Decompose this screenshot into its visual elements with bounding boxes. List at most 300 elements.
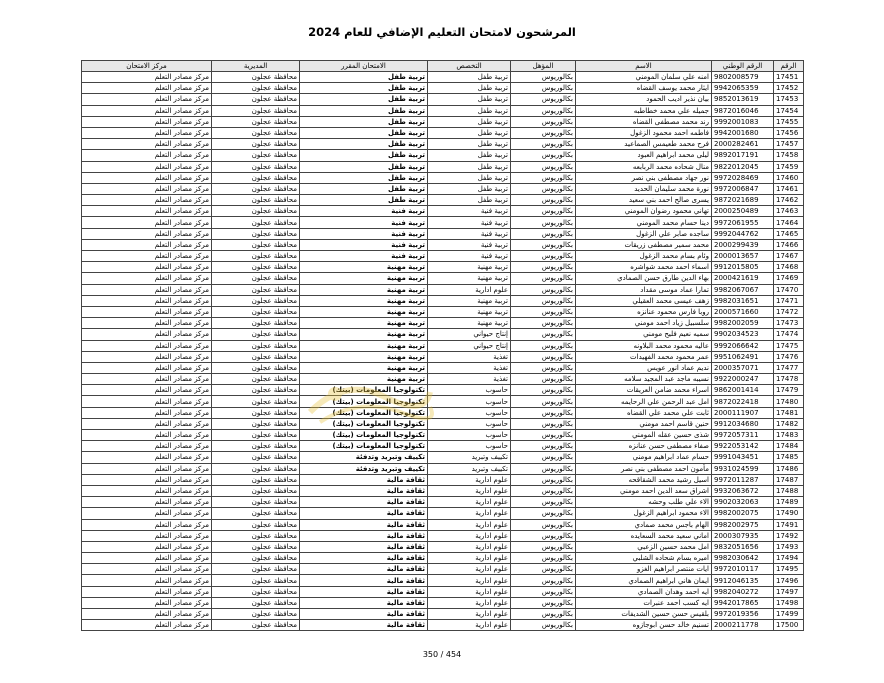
table-row xyxy=(82,609,804,620)
exam-cell: تكنولوجيا المعلومات (بيتك) xyxy=(300,441,428,452)
center-cell: مركز مصادر التعلم xyxy=(82,127,212,138)
specialization-cell: تربية فنية xyxy=(428,251,511,262)
qualification-cell: بكالوريوس xyxy=(511,497,576,508)
seq-cell: 17465 xyxy=(774,228,804,239)
directorate-cell: محافظة عجلون xyxy=(212,195,300,206)
seq-cell: 17470 xyxy=(774,284,804,295)
name-cell: ليلى محمد ابراهيم العبود xyxy=(576,150,712,161)
directorate-cell: محافظة عجلون xyxy=(212,620,300,631)
qualification-cell: بكالوريوس xyxy=(511,452,576,463)
specialization-cell: علوم ادارية xyxy=(428,597,511,608)
qualification-cell: بكالوريوس xyxy=(511,239,576,250)
national-id-cell: 9982002975 xyxy=(712,519,774,530)
table-row xyxy=(82,385,804,396)
seq-cell: 17495 xyxy=(774,564,804,575)
name-cell: الاء محمود ابراهيم الزغول xyxy=(576,508,712,519)
name-cell: ساجده صابر علي الزغول xyxy=(576,228,712,239)
seq-cell: 17498 xyxy=(774,597,804,608)
directorate-cell: محافظة عجلون xyxy=(212,519,300,530)
specialization-cell: تربية طفل xyxy=(428,172,511,183)
name-cell: شذى حسين عقله المومني xyxy=(576,430,712,441)
specialization-cell: علوم ادارية xyxy=(428,485,511,496)
name-cell: فاطمه احمد محمود الزغول xyxy=(576,127,712,138)
center-cell: مركز مصادر التعلم xyxy=(82,553,212,564)
directorate-cell: محافظة عجلون xyxy=(212,351,300,362)
national-id-cell: 9852013619 xyxy=(712,94,774,105)
name-cell: جميله علي محمد خطاطبه xyxy=(576,105,712,116)
seq-cell: 17469 xyxy=(774,273,804,284)
header-directorate: المديرية xyxy=(212,61,300,72)
table-row xyxy=(82,83,804,94)
national-id-cell: 2000571660 xyxy=(712,306,774,317)
exam-cell: تكييف وتبريد وتدفئة xyxy=(300,463,428,474)
table-row xyxy=(82,362,804,373)
seq-cell: 17485 xyxy=(774,452,804,463)
name-cell: امل محمد حسين الزعبي xyxy=(576,541,712,552)
national-id-cell: 9931024599 xyxy=(712,463,774,474)
qualification-cell: بكالوريوس xyxy=(511,474,576,485)
national-id-cell: 9942001680 xyxy=(712,127,774,138)
specialization-cell: علوم ادارية xyxy=(428,575,511,586)
center-cell: مركز مصادر التعلم xyxy=(82,206,212,217)
qualification-cell: بكالوريوس xyxy=(511,541,576,552)
qualification-cell: بكالوريوس xyxy=(511,485,576,496)
name-cell: نورة محمد سليمان الحديد xyxy=(576,183,712,194)
directorate-cell: محافظة عجلون xyxy=(212,284,300,295)
seq-cell: 17456 xyxy=(774,127,804,138)
center-cell: مركز مصادر التعلم xyxy=(82,441,212,452)
center-cell: مركز مصادر التعلم xyxy=(82,597,212,608)
name-cell: ايات منتصر ابراهيم الغزو xyxy=(576,564,712,575)
directorate-cell: محافظة عجلون xyxy=(212,139,300,150)
name-cell: نور جهاد مصطفى بني نصر xyxy=(576,172,712,183)
seq-cell: 17476 xyxy=(774,351,804,362)
center-cell: مركز مصادر التعلم xyxy=(82,251,212,262)
national-id-cell: 9972028469 xyxy=(712,172,774,183)
exam-cell: تربية طفل xyxy=(300,105,428,116)
center-cell: مركز مصادر التعلم xyxy=(82,306,212,317)
table-row xyxy=(82,597,804,608)
qualification-cell: بكالوريوس xyxy=(511,284,576,295)
table-row xyxy=(82,206,804,217)
specialization-cell: علوم ادارية xyxy=(428,519,511,530)
qualification-cell: بكالوريوس xyxy=(511,329,576,340)
center-cell: مركز مصادر التعلم xyxy=(82,541,212,552)
table-row xyxy=(82,161,804,172)
specialization-cell: تربية مهنية xyxy=(428,295,511,306)
exam-cell: تربية مهنية xyxy=(300,306,428,317)
qualification-cell: بكالوريوس xyxy=(511,262,576,273)
specialization-cell: حاسوب xyxy=(428,385,511,396)
table-row xyxy=(82,553,804,564)
exam-cell: ثقافة مالية xyxy=(300,597,428,608)
center-cell: مركز مصادر التعلم xyxy=(82,217,212,228)
directorate-cell: محافظة عجلون xyxy=(212,262,300,273)
exam-cell: ثقافة مالية xyxy=(300,620,428,631)
specialization-cell: تربية طفل xyxy=(428,150,511,161)
exam-cell: تكنولوجيا المعلومات (بيتك) xyxy=(300,407,428,418)
qualification-cell: بكالوريوس xyxy=(511,340,576,351)
name-cell: بهاء الدين طارق حسن الصمادي xyxy=(576,273,712,284)
directorate-cell: محافظة عجلون xyxy=(212,306,300,317)
table-row xyxy=(82,239,804,250)
exam-cell: ثقافة مالية xyxy=(300,609,428,620)
directorate-cell: محافظة عجلون xyxy=(212,116,300,127)
directorate-cell: محافظة عجلون xyxy=(212,474,300,485)
center-cell: مركز مصادر التعلم xyxy=(82,485,212,496)
center-cell: مركز مصادر التعلم xyxy=(82,530,212,541)
table-row xyxy=(82,508,804,519)
directorate-cell: محافظة عجلون xyxy=(212,340,300,351)
exam-cell: تكنولوجيا المعلومات (بيتك) xyxy=(300,430,428,441)
center-cell: مركز مصادر التعلم xyxy=(82,183,212,194)
table-row xyxy=(82,441,804,452)
exam-cell: ثقافة مالية xyxy=(300,497,428,508)
name-cell: ثابت علي محمد علي القضاه xyxy=(576,407,712,418)
directorate-cell: محافظة عجلون xyxy=(212,564,300,575)
directorate-cell: محافظة عجلون xyxy=(212,418,300,429)
national-id-cell: 9862001414 xyxy=(712,385,774,396)
exam-cell: ثقافة مالية xyxy=(300,541,428,552)
center-cell: مركز مصادر التعلم xyxy=(82,430,212,441)
table-row xyxy=(82,485,804,496)
center-cell: مركز مصادر التعلم xyxy=(82,116,212,127)
qualification-cell: بكالوريوس xyxy=(511,530,576,541)
seq-cell: 17451 xyxy=(774,72,804,83)
specialization-cell: تربية طفل xyxy=(428,183,511,194)
name-cell: ايه كسب احمد عنبرات xyxy=(576,597,712,608)
table-row xyxy=(82,474,804,485)
seq-cell: 17490 xyxy=(774,508,804,519)
exam-cell: ثقافة مالية xyxy=(300,474,428,485)
seq-cell: 17460 xyxy=(774,172,804,183)
center-cell: مركز مصادر التعلم xyxy=(82,519,212,530)
exam-cell: تربية مهنية xyxy=(300,295,428,306)
center-cell: مركز مصادر التعلم xyxy=(82,351,212,362)
exam-cell: ثقافة مالية xyxy=(300,485,428,496)
name-cell: عمر محمود محمد الفهيدات xyxy=(576,351,712,362)
table-row xyxy=(82,586,804,597)
seq-cell: 17473 xyxy=(774,318,804,329)
center-cell: مركز مصادر التعلم xyxy=(82,239,212,250)
seq-cell: 17453 xyxy=(774,94,804,105)
center-cell: مركز مصادر التعلم xyxy=(82,385,212,396)
center-cell: مركز مصادر التعلم xyxy=(82,407,212,418)
specialization-cell: علوم ادارية xyxy=(428,284,511,295)
national-id-cell: 9872016046 xyxy=(712,105,774,116)
center-cell: مركز مصادر التعلم xyxy=(82,172,212,183)
table-row xyxy=(82,497,804,508)
directorate-cell: محافظة عجلون xyxy=(212,430,300,441)
exam-cell: تربية فنية xyxy=(300,239,428,250)
national-id-cell: 2000421619 xyxy=(712,273,774,284)
name-cell: رند محمد مصطفى القضاه xyxy=(576,116,712,127)
directorate-cell: محافظة عجلون xyxy=(212,161,300,172)
name-cell: فرح محمد طعيمس الصماعيد xyxy=(576,139,712,150)
center-cell: مركز مصادر التعلم xyxy=(82,452,212,463)
qualification-cell: بكالوريوس xyxy=(511,150,576,161)
name-cell: بلقيس حسن حسين الشديفات xyxy=(576,609,712,620)
table-row xyxy=(82,183,804,194)
name-cell: نديم عماد انور عويس xyxy=(576,362,712,373)
national-id-cell: 9822012045 xyxy=(712,161,774,172)
table-row xyxy=(82,94,804,105)
qualification-cell: بكالوريوس xyxy=(511,362,576,373)
qualification-cell: بكالوريوس xyxy=(511,463,576,474)
specialization-cell: تربية طفل xyxy=(428,195,511,206)
seq-cell: 17496 xyxy=(774,575,804,586)
national-id-cell: 9972057311 xyxy=(712,430,774,441)
table-row xyxy=(82,127,804,138)
seq-cell: 17500 xyxy=(774,620,804,631)
qualification-cell: بكالوريوس xyxy=(511,597,576,608)
exam-cell: تربية طفل xyxy=(300,172,428,183)
center-cell: مركز مصادر التعلم xyxy=(82,586,212,597)
table-row xyxy=(82,329,804,340)
qualification-cell: بكالوريوس xyxy=(511,441,576,452)
exam-cell: تربية مهنية xyxy=(300,329,428,340)
national-id-cell: 9902032063 xyxy=(712,497,774,508)
exam-cell: تربية طفل xyxy=(300,94,428,105)
center-cell: مركز مصادر التعلم xyxy=(82,284,212,295)
seq-cell: 17493 xyxy=(774,541,804,552)
specialization-cell: علوم ادارية xyxy=(428,620,511,631)
directorate-cell: محافظة عجلون xyxy=(212,172,300,183)
name-cell: بيان نذير اديب الحمود xyxy=(576,94,712,105)
page-title: المرشحون لامتحان التعليم الإضافي للعام 2024 xyxy=(308,25,576,39)
table-row xyxy=(82,396,804,407)
national-id-cell: 9802008579 xyxy=(712,72,774,83)
directorate-cell: محافظة عجلون xyxy=(212,553,300,564)
center-cell: مركز مصادر التعلم xyxy=(82,273,212,284)
exam-cell: تربية مهنية xyxy=(300,262,428,273)
specialization-cell: تربية طفل xyxy=(428,116,511,127)
national-id-cell: 2000111907 xyxy=(712,407,774,418)
qualification-cell: بكالوريوس xyxy=(511,575,576,586)
directorate-cell: محافظة عجلون xyxy=(212,318,300,329)
specialization-cell: علوم ادارية xyxy=(428,474,511,485)
directorate-cell: محافظة عجلون xyxy=(212,586,300,597)
seq-cell: 17468 xyxy=(774,262,804,273)
directorate-cell: محافظة عجلون xyxy=(212,206,300,217)
specialization-cell: علوم ادارية xyxy=(428,508,511,519)
table-row xyxy=(82,105,804,116)
seq-cell: 17480 xyxy=(774,396,804,407)
seq-cell: 17474 xyxy=(774,329,804,340)
name-cell: نسيبه ماجد عبد المجيد سلامه xyxy=(576,374,712,385)
national-id-cell: 9992044762 xyxy=(712,228,774,239)
directorate-cell: محافظة عجلون xyxy=(212,217,300,228)
specialization-cell: تربية طفل xyxy=(428,72,511,83)
directorate-cell: محافظة عجلون xyxy=(212,597,300,608)
name-cell: حسام عماد ابراهيم مومني xyxy=(576,452,712,463)
table-row xyxy=(82,340,804,351)
seq-cell: 17489 xyxy=(774,497,804,508)
name-cell: عاليه محمود محمد البلاونه xyxy=(576,340,712,351)
exam-cell: ثقافة مالية xyxy=(300,564,428,575)
directorate-cell: محافظة عجلون xyxy=(212,273,300,284)
candidates-table xyxy=(81,60,804,631)
specialization-cell: إنتاج حيواني xyxy=(428,329,511,340)
specialization-cell: تغذية xyxy=(428,374,511,385)
specialization-cell: تربية فنية xyxy=(428,228,511,239)
center-cell: مركز مصادر التعلم xyxy=(82,497,212,508)
exam-cell: ثقافة مالية xyxy=(300,519,428,530)
qualification-cell: بكالوريوس xyxy=(511,620,576,631)
exam-cell: تربية فنية xyxy=(300,228,428,239)
table-row xyxy=(82,217,804,228)
seq-cell: 17478 xyxy=(774,374,804,385)
center-cell: مركز مصادر التعلم xyxy=(82,374,212,385)
exam-cell: تربية طفل xyxy=(300,116,428,127)
qualification-cell: بكالوريوس xyxy=(511,83,576,94)
table-row xyxy=(82,463,804,474)
exam-cell: ثقافة مالية xyxy=(300,586,428,597)
qualification-cell: بكالوريوس xyxy=(511,161,576,172)
exam-cell: تربية فنية xyxy=(300,206,428,217)
center-cell: مركز مصادر التعلم xyxy=(82,508,212,519)
exam-cell: تربية مهنية xyxy=(300,351,428,362)
qualification-cell: بكالوريوس xyxy=(511,116,576,127)
national-id-cell: 9902034523 xyxy=(712,329,774,340)
name-cell: محمد سمير مصطفى زريقات xyxy=(576,239,712,250)
qualification-cell: بكالوريوس xyxy=(511,351,576,362)
directorate-cell: محافظة عجلون xyxy=(212,407,300,418)
center-cell: مركز مصادر التعلم xyxy=(82,564,212,575)
qualification-cell: بكالوريوس xyxy=(511,407,576,418)
exam-cell: تربية مهنية xyxy=(300,374,428,385)
center-cell: مركز مصادر التعلم xyxy=(82,228,212,239)
seq-cell: 17499 xyxy=(774,609,804,620)
center-cell: مركز مصادر التعلم xyxy=(82,105,212,116)
qualification-cell: بكالوريوس xyxy=(511,251,576,262)
national-id-cell: 9982067067 xyxy=(712,284,774,295)
center-cell: مركز مصادر التعلم xyxy=(82,329,212,340)
table-row xyxy=(82,407,804,418)
qualification-cell: بكالوريوس xyxy=(511,564,576,575)
exam-cell: تكييف وتبريد وتدفئة xyxy=(300,452,428,463)
name-cell: اسراء محمد ضامن العريقات xyxy=(576,385,712,396)
qualification-cell: بكالوريوس xyxy=(511,318,576,329)
national-id-cell: 9992001083 xyxy=(712,116,774,127)
name-cell: زهف عيسى محمد العقيلي xyxy=(576,295,712,306)
qualification-cell: بكالوريوس xyxy=(511,508,576,519)
directorate-cell: محافظة عجلون xyxy=(212,150,300,161)
center-cell: مركز مصادر التعلم xyxy=(82,150,212,161)
national-id-cell: 9992066642 xyxy=(712,340,774,351)
table-row xyxy=(82,262,804,273)
directorate-cell: محافظة عجلون xyxy=(212,362,300,373)
seq-cell: 17477 xyxy=(774,362,804,373)
national-id-cell: 9932063672 xyxy=(712,485,774,496)
specialization-cell: تربية فنية xyxy=(428,206,511,217)
center-cell: مركز مصادر التعلم xyxy=(82,83,212,94)
specialization-cell: علوم ادارية xyxy=(428,553,511,564)
table-row xyxy=(82,318,804,329)
header-exam: الامتحان المقرر xyxy=(300,61,428,72)
table-row xyxy=(82,519,804,530)
specialization-cell: تربية مهنية xyxy=(428,262,511,273)
center-cell: مركز مصادر التعلم xyxy=(82,262,212,273)
seq-cell: 17497 xyxy=(774,586,804,597)
directorate-cell: محافظة عجلون xyxy=(212,441,300,452)
page-number: 350 / 454 xyxy=(422,650,462,659)
national-id-cell: 9942065359 xyxy=(712,83,774,94)
specialization-cell: علوم ادارية xyxy=(428,541,511,552)
table-row xyxy=(82,295,804,306)
seq-cell: 17482 xyxy=(774,418,804,429)
national-id-cell: 2000211778 xyxy=(712,620,774,631)
national-id-cell: 9982040272 xyxy=(712,586,774,597)
seq-cell: 17459 xyxy=(774,161,804,172)
name-cell: امل عبد الرحمن علي الرحايمه xyxy=(576,396,712,407)
header-qualification: المؤهل xyxy=(511,61,576,72)
seq-cell: 17454 xyxy=(774,105,804,116)
table-row xyxy=(82,116,804,127)
center-cell: مركز مصادر التعلم xyxy=(82,575,212,586)
exam-cell: تكنولوجيا المعلومات (بيتك) xyxy=(300,385,428,396)
exam-cell: تربية طفل xyxy=(300,139,428,150)
table-row xyxy=(82,72,804,83)
directorate-cell: محافظة عجلون xyxy=(212,508,300,519)
name-cell: حنين قاسم احمد مومني xyxy=(576,418,712,429)
table-row xyxy=(82,530,804,541)
seq-cell: 17475 xyxy=(774,340,804,351)
national-id-cell: 2000357071 xyxy=(712,362,774,373)
directorate-cell: محافظة عجلون xyxy=(212,575,300,586)
qualification-cell: بكالوريوس xyxy=(511,195,576,206)
directorate-cell: محافظة عجلون xyxy=(212,452,300,463)
specialization-cell: تربية فنية xyxy=(428,239,511,250)
name-cell: منال شحاده محمد الربابعه xyxy=(576,161,712,172)
seq-cell: 17481 xyxy=(774,407,804,418)
national-id-cell: 9972006847 xyxy=(712,183,774,194)
specialization-cell: تربية مهنية xyxy=(428,273,511,284)
table-row xyxy=(82,284,804,295)
directorate-cell: محافظة عجلون xyxy=(212,183,300,194)
table-body xyxy=(82,72,804,631)
center-cell: مركز مصادر التعلم xyxy=(82,318,212,329)
name-cell: دينا حسام محمد المومني xyxy=(576,217,712,228)
table-row xyxy=(82,418,804,429)
qualification-cell: بكالوريوس xyxy=(511,519,576,530)
qualification-cell: بكالوريوس xyxy=(511,306,576,317)
qualification-cell: بكالوريوس xyxy=(511,430,576,441)
name-cell: اميره بسام شحاده الشلبي xyxy=(576,553,712,564)
specialization-cell: حاسوب xyxy=(428,407,511,418)
exam-cell: ثقافة مالية xyxy=(300,530,428,541)
qualification-cell: بكالوريوس xyxy=(511,139,576,150)
table-row xyxy=(82,351,804,362)
national-id-cell: 9991043451 xyxy=(712,452,774,463)
name-cell: مأمون احمد مصطفى بني نصر xyxy=(576,463,712,474)
seq-cell: 17491 xyxy=(774,519,804,530)
table-row xyxy=(82,139,804,150)
specialization-cell: تربية طفل xyxy=(428,105,511,116)
table-row xyxy=(82,452,804,463)
specialization-cell: حاسوب xyxy=(428,430,511,441)
national-id-cell: 9972019356 xyxy=(712,609,774,620)
seq-cell: 17494 xyxy=(774,553,804,564)
qualification-cell: بكالوريوس xyxy=(511,418,576,429)
seq-cell: 17488 xyxy=(774,485,804,496)
center-cell: مركز مصادر التعلم xyxy=(82,463,212,474)
national-id-cell: 9972061955 xyxy=(712,217,774,228)
header-name: الاسم xyxy=(576,61,712,72)
qualification-cell: بكالوريوس xyxy=(511,385,576,396)
exam-cell: تكنولوجيا المعلومات (بيتك) xyxy=(300,396,428,407)
exam-cell: تربية طفل xyxy=(300,195,428,206)
